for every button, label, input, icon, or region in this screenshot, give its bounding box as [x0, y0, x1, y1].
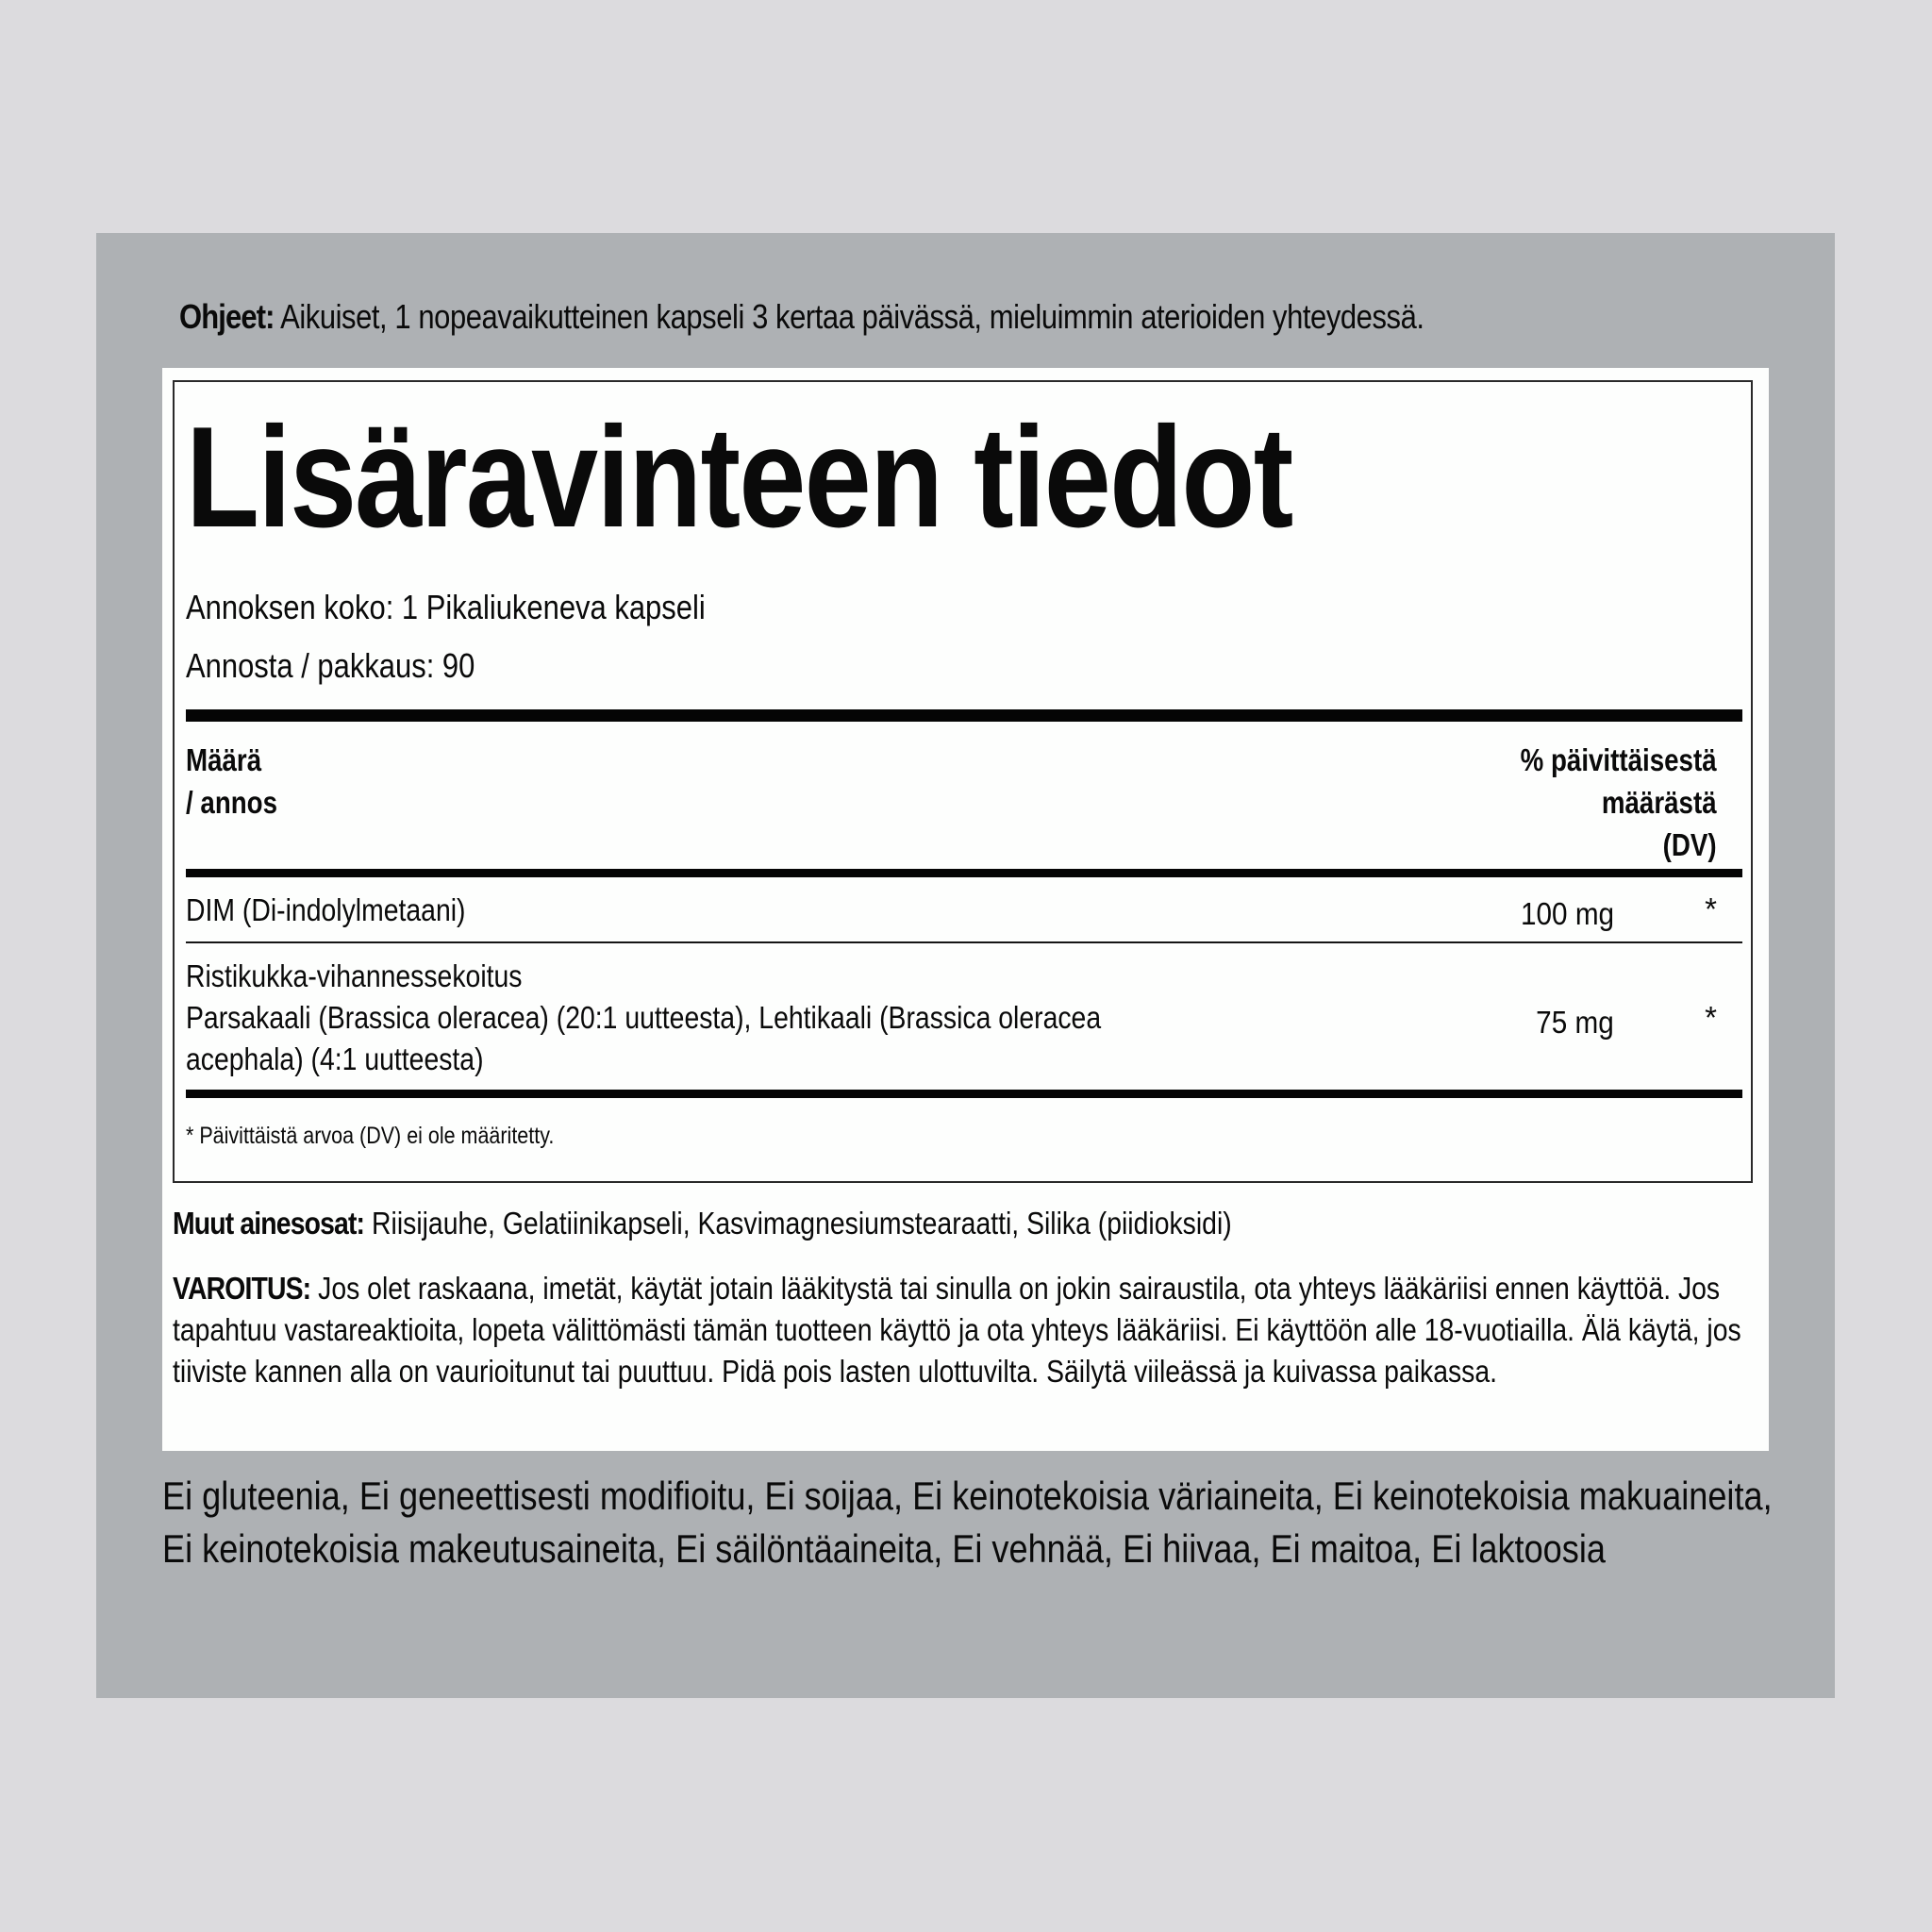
divider-thick: [186, 709, 1742, 722]
warning-label: VAROITUS:: [173, 1271, 311, 1306]
nutrient-dv: *: [1705, 891, 1717, 926]
nutrient-amount: 100 mg: [1520, 896, 1614, 931]
header-right-line: määrästä: [1602, 785, 1717, 820]
directions: [179, 297, 1424, 337]
dv-footnote: * Päivittäistä arvoa (DV) ei ole määritetty.: [186, 1123, 555, 1149]
directions-label: Ohjeet:: [179, 297, 275, 336]
divider-thick: [186, 869, 1742, 877]
daily-value-header: [1521, 739, 1717, 866]
other-ingredients-label: Muut ainesosat:: [173, 1206, 365, 1241]
serving-size: Annoksen koko: 1 Pikaliukeneva kapseli: [186, 588, 706, 626]
divider-thin: [186, 941, 1742, 943]
nutrient-dv: *: [1705, 1000, 1717, 1035]
header-right-line: % päivittäisestä: [1520, 742, 1717, 777]
blend-name: Ristikukka-vihannessekoitus: [186, 958, 523, 993]
nutrient-name: DIM (Di-indolylmetaani): [186, 892, 466, 927]
divider-thick: [186, 1090, 1742, 1098]
blend-detail: acephala) (4:1 uutteesta): [186, 1041, 484, 1076]
header-left-line: Määrä: [186, 742, 262, 777]
free-from-claims: Ei gluteenia, Ei geneettisesti modifioitu, Ei soijaa, Ei keinotekoisia väriaineita, Ei keinotekoisia makuaineita, Ei keinotekoisia makeutusaineita, Ei säilöntäaineita, Ei vehnää, Ei hiivaa, Ei maitoa, Ei laktoosia: [162, 1474, 1773, 1571]
facts-title: Lisäravinteen tiedot: [186, 397, 1292, 558]
blend-detail: Parsakaali (Brassica oleracea) (20:1 uutteesta), Lehtikaali (Brassica oleracea: [186, 1000, 1102, 1035]
supplement-facts-box: [173, 380, 1753, 1183]
warning: [173, 1268, 1751, 1392]
supplement-card: [162, 368, 1769, 1451]
warning-text: Jos olet raskaana, imetät, käytät jotain lääkitystä tai sinulla on jokin sairaustila, ota yhteys lääkäriisi ennen käyttöä. Jos tapahtuu vastareaktioita, lopeta välittömästi tämän tuotteen käyttö ja ota yhteys lääkäriisi. Ei käyttöön alle 18-vuotiailla. Älä käytä, jos tiiviste kannen alla on vaurioitunut tai puuttuu. Pidä pois lasten ulottuvilta. Säilytä viileässä ja kuivassa paikassa.: [173, 1271, 1741, 1389]
nutrient-amount: 75 mg: [1536, 1005, 1614, 1040]
header-right-line: (DV): [1663, 827, 1717, 862]
header-left-line: / annos: [186, 785, 278, 820]
other-ingredients-text: Riisijauhe, Gelatiinikapseli, Kasvimagnesiumstearaatti, Silika (piidioksidi): [364, 1206, 1232, 1241]
nutrient-name: [186, 956, 1101, 1080]
other-ingredients: [173, 1206, 1232, 1241]
amount-per-serving-header: [186, 739, 277, 824]
servings-per-container: Annosta / pakkaus: 90: [186, 646, 475, 685]
directions-text: Aikuiset, 1 nopeavaikutteinen kapseli 3 kertaa päivässä, mieluimmin aterioiden yhteydessä.: [274, 297, 1424, 336]
